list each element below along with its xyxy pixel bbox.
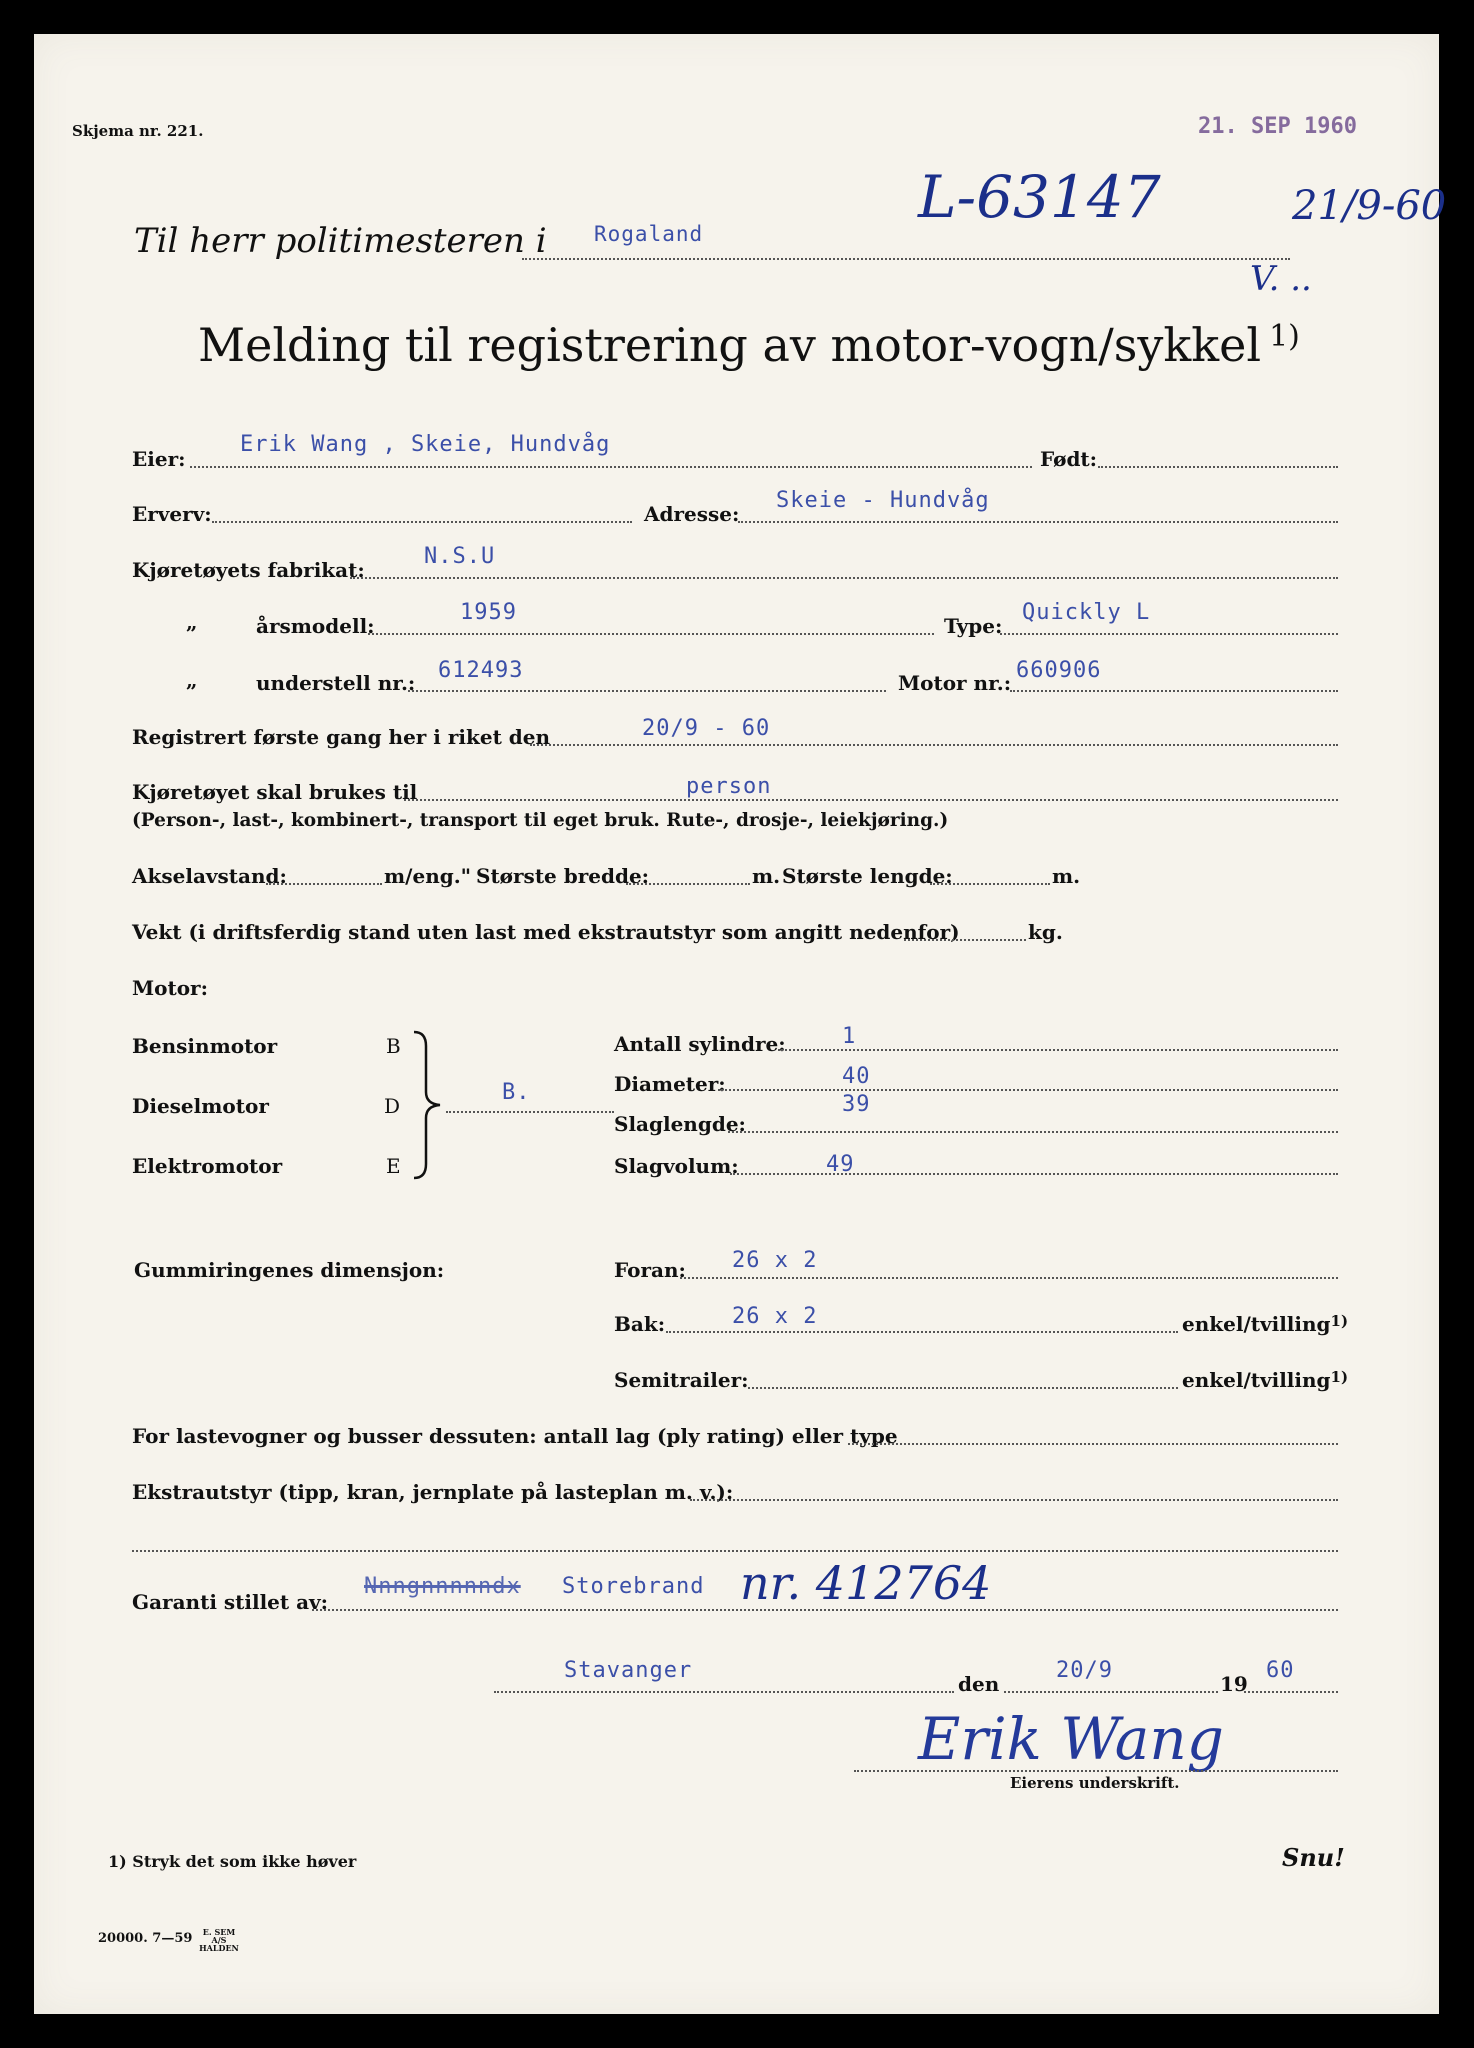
bredde-line — [626, 883, 750, 885]
ditto-mark-2: „ — [186, 668, 198, 692]
slagvolum-value: 49 — [826, 1152, 855, 1177]
print-code: 20000. 7—59 — [98, 1931, 193, 1946]
vekt-label: Vekt (i driftsferdig stand uten last med ekstrautstyr som angitt nedenfor) — [132, 920, 960, 944]
slaglengde-value: 39 — [842, 1092, 871, 1117]
year-line — [1244, 1691, 1338, 1693]
type-line — [1000, 633, 1338, 635]
date-line — [1004, 1691, 1218, 1693]
adresse-label: Adresse: — [644, 502, 740, 526]
registrert-line — [530, 744, 1338, 746]
fabrikat-label: Kjøretøyets fabrikat: — [132, 558, 365, 582]
fodt-line — [1098, 466, 1338, 468]
type-value: Quickly L — [1022, 600, 1151, 625]
place-line — [494, 1691, 954, 1693]
slaglengde-line — [728, 1131, 1338, 1133]
vekt-line — [904, 939, 1026, 941]
motor-selected-line — [446, 1111, 614, 1113]
footnote: 1) Stryk det som ikke høver — [108, 1852, 357, 1871]
bredde-label: Største bredde: — [476, 864, 650, 888]
motor-code-e: E — [386, 1154, 401, 1178]
type-label: Type: — [944, 614, 1003, 638]
diameter-line — [718, 1089, 1338, 1091]
lengde-unit: m. — [1052, 864, 1081, 888]
ditto-mark-1: „ — [186, 610, 198, 634]
bak-line — [666, 1331, 1178, 1333]
semitrailer-suffix-note: 1) — [1330, 1368, 1349, 1386]
understell-line — [408, 690, 886, 692]
foran-label: Foran: — [614, 1258, 686, 1282]
motor-type-diesel: Dieselmotor — [132, 1094, 269, 1118]
semitrailer-label: Semitrailer: — [614, 1368, 749, 1392]
semitrailer-line — [748, 1387, 1178, 1389]
snu-label: Snu! — [1282, 1843, 1345, 1872]
motor-nr-label: Motor nr.: — [898, 671, 1012, 695]
form-number: Skjema nr. 221. — [72, 122, 204, 140]
bredde-unit: m. — [752, 864, 781, 888]
tires-label: Gummiringenes dimensjon: — [134, 1258, 445, 1282]
fabrikat-line — [350, 577, 1338, 579]
slagvolum-line — [730, 1173, 1338, 1175]
addressee-value: Rogaland — [594, 222, 704, 246]
printer-mark: E. SEM A/S HALDEN — [199, 1927, 239, 1953]
arsmodell-line — [368, 633, 934, 635]
adresse-line — [738, 521, 1338, 523]
date-stamp: 21. SEP 1960 — [1198, 114, 1357, 139]
brukes-label: Kjøretøyet skal brukes til — [132, 780, 418, 804]
signature-line — [854, 1770, 1338, 1772]
lastevogner-line — [848, 1443, 1338, 1445]
eier-value: Erik Wang , Skeie, Hundvåg — [240, 432, 611, 457]
akselavstand-unit: m/eng." — [384, 864, 472, 888]
eier-label: Eier: — [132, 447, 186, 471]
year-prefix: 19 — [1220, 1672, 1248, 1696]
garanti-value: Storebrand — [562, 1574, 705, 1599]
motor-code-b: B — [386, 1034, 401, 1058]
foran-line — [680, 1277, 1338, 1279]
brukes-line — [404, 799, 1338, 801]
handwritten-date: 21/9-60 — [1292, 183, 1447, 229]
garanti-handwritten-nr: nr. 412764 — [740, 1556, 992, 1610]
sylindre-value: 1 — [842, 1024, 857, 1049]
signature-caption: Eierens underskrift. — [1010, 1774, 1180, 1792]
bak-label: Bak: — [614, 1312, 666, 1336]
den-label: den — [958, 1672, 1000, 1696]
understell-value: 612493 — [438, 658, 524, 683]
garanti-label: Garanti stillet av: — [132, 1590, 329, 1614]
adresse-value: Skeie - Hundvåg — [776, 488, 990, 513]
slagvolum-label: Slagvolum: — [614, 1154, 739, 1178]
motor-nr-line — [1010, 690, 1338, 692]
erverv-line — [212, 521, 632, 523]
ekstrautstyr-line — [690, 1499, 1338, 1501]
date-value: 20/9 — [1056, 1658, 1113, 1683]
bak-suffix-text: enkel/tvilling — [1182, 1312, 1331, 1336]
brukes-value: person — [686, 774, 772, 799]
registrert-label: Registrert første gang her i riket den — [132, 725, 551, 749]
arsmodell-value: 1959 — [460, 600, 517, 625]
akselavstand-line — [266, 883, 382, 885]
understell-label: understell nr.: — [256, 671, 416, 695]
sylindre-line — [778, 1049, 1338, 1051]
erverv-label: Erverv: — [132, 502, 212, 526]
motor-selected-value: B. — [502, 1080, 531, 1105]
year-value: 60 — [1266, 1658, 1295, 1683]
addressee-line — [522, 258, 1290, 260]
semitrailer-suffix — [1182, 1370, 1348, 1390]
garanti-struck-value: Nnngnnnnndx — [364, 1574, 521, 1599]
foran-value: 26 x 2 — [732, 1248, 818, 1273]
registrert-value: 20/9 - 60 — [642, 716, 771, 741]
diameter-value: 40 — [842, 1064, 871, 1089]
lengde-line — [930, 883, 1050, 885]
addressee-label: Til herr politimesteren i — [134, 221, 547, 261]
slaglengde-label: Slaglengde: — [614, 1112, 746, 1136]
motor-code-d: D — [384, 1094, 401, 1118]
vekt-unit: kg. — [1028, 920, 1063, 944]
owner-signature: Erik Wang — [918, 1705, 1224, 1773]
lastevogner-label: For lastevogner og busser dessuten: antall lag (ply rating) eller type — [132, 1424, 898, 1448]
sylindre-label: Antall sylindre: — [614, 1032, 786, 1056]
bak-suffix — [1182, 1314, 1348, 1334]
motor-nr-value: 660906 — [1016, 658, 1102, 683]
semitrailer-suffix-text: enkel/tvilling — [1182, 1368, 1331, 1392]
bak-value: 26 x 2 — [732, 1304, 818, 1329]
arsmodell-label: årsmodell: — [256, 614, 375, 638]
motor-heading: Motor: — [132, 976, 208, 1000]
fabrikat-value: N.S.U — [424, 544, 496, 569]
bak-suffix-note: 1) — [1330, 1312, 1349, 1330]
form-title-text: Melding til registrering av motor-vogn/sykkel — [198, 318, 1262, 372]
fodt-label: Født: — [1040, 447, 1098, 471]
form-title-note: 1) — [1269, 319, 1300, 354]
diameter-label: Diameter: — [614, 1072, 726, 1096]
handwritten-initials: V. .. — [1250, 259, 1312, 299]
motor-type-bensin: Bensinmotor — [132, 1034, 278, 1058]
handwritten-reference: L-63147 — [918, 163, 1161, 231]
form-title — [198, 318, 1300, 372]
akselavstand-label: Akselavstand: — [132, 864, 287, 888]
eier-line — [190, 466, 1032, 468]
ekstrautstyr-line-2 — [132, 1550, 1338, 1552]
brukes-note: (Person-, last-, kombinert-, transport til eget bruk. Rute-, drosje-, leiekjøring.) — [132, 810, 949, 831]
motor-brace — [410, 1030, 446, 1180]
motor-type-elektro: Elektromotor — [132, 1154, 283, 1178]
ekstrautstyr-label: Ekstrautstyr (tipp, kran, jernplate på lasteplan m. v.): — [132, 1480, 734, 1504]
place-value: Stavanger — [564, 1658, 693, 1683]
lengde-label: Største lengde: — [782, 864, 953, 888]
